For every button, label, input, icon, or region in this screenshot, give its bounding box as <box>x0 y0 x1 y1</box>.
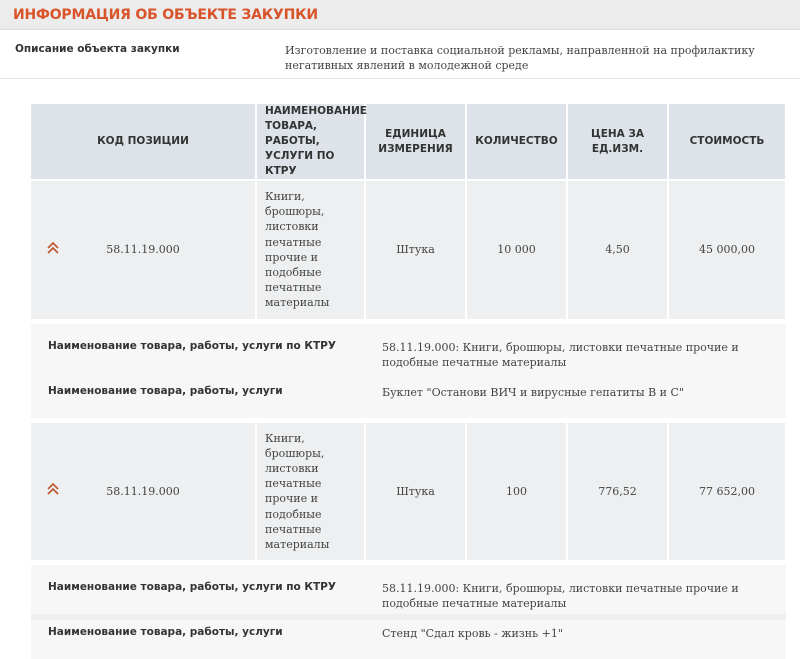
cell-code <box>31 422 256 561</box>
positions-table <box>31 104 787 659</box>
ktru-value: 58.11.19.000: Книги, брошюры, листовки печатные прочие и подобные печатные материалы <box>382 582 739 611</box>
header-code: КОД ПОЗИЦИИ <box>31 104 256 180</box>
collapse-chevron-icon[interactable] <box>46 481 60 497</box>
cell-price: 776,52 <box>567 422 668 561</box>
cell-unit: Штука <box>365 422 466 561</box>
item-name-value: Буклет "Останови ВИЧ и вирусные гепатиты В и С" <box>382 385 684 399</box>
detail-row <box>31 323 786 418</box>
cell-cost: 45 000,00 <box>668 180 786 319</box>
section-title: ИНФОРМАЦИЯ ОБ ОБЪЕКТЕ ЗАКУПКИ <box>13 6 318 23</box>
item-name-label: Наименование товара, работы, услуги <box>48 626 283 639</box>
cell-name: Книги, брошюры, листовки печатные прочие и подобные печатные материалы <box>256 180 365 319</box>
table-header-row <box>31 104 786 180</box>
header-quantity: КОЛИЧЕСТВО <box>466 104 567 180</box>
cell-price: 4,50 <box>567 180 668 319</box>
table-row <box>31 422 786 561</box>
header-unit: ЕДИНИЦА ИЗМЕРЕНИЯ <box>365 104 466 180</box>
next-row-partial <box>31 614 786 620</box>
description-label: Описание объекта закупки <box>15 43 180 55</box>
cell-name: Книги, брошюры, листовки печатные прочие и подобные печатные материалы <box>256 422 365 561</box>
positions-table-wrap <box>31 104 786 659</box>
detail-row <box>31 564 786 659</box>
cell-cost: 77 652,00 <box>668 422 786 561</box>
position-code: 58.11.19.000 <box>106 243 180 257</box>
item-name-label: Наименование товара, работы, услуги <box>48 384 283 397</box>
table-row <box>31 180 786 319</box>
item-name-value: Стенд "Сдал кровь - жизнь +1" <box>382 627 563 641</box>
collapse-chevron-icon[interactable] <box>46 240 60 256</box>
ktru-label: Наименование товара, работы, услуги по КТРУ <box>48 339 336 352</box>
cell-quantity: 100 <box>466 422 567 561</box>
cell-code <box>31 180 256 319</box>
header-cost: СТОИМОСТЬ <box>668 104 786 180</box>
position-code: 58.11.19.000 <box>106 484 180 498</box>
ktru-label: Наименование товара, работы, услуги по КТРУ <box>48 581 336 594</box>
description-value: Изготовление и поставка социальной рекламы, направленной на профилактику негативных явлений в молодежной среде <box>285 44 755 72</box>
ktru-value: 58.11.19.000: Книги, брошюры, листовки печатные прочие и подобные печатные материалы <box>382 340 739 369</box>
cell-quantity: 10 000 <box>466 180 567 319</box>
description-row <box>0 30 800 79</box>
cell-unit: Штука <box>365 180 466 319</box>
header-name: НАИМЕНОВАНИЕ ТОВАРА, РАБОТЫ, УСЛУГИ ПО КТРУ <box>256 104 365 180</box>
section-header <box>0 0 800 30</box>
header-price: ЦЕНА ЗА ЕД.ИЗМ. <box>567 104 668 180</box>
